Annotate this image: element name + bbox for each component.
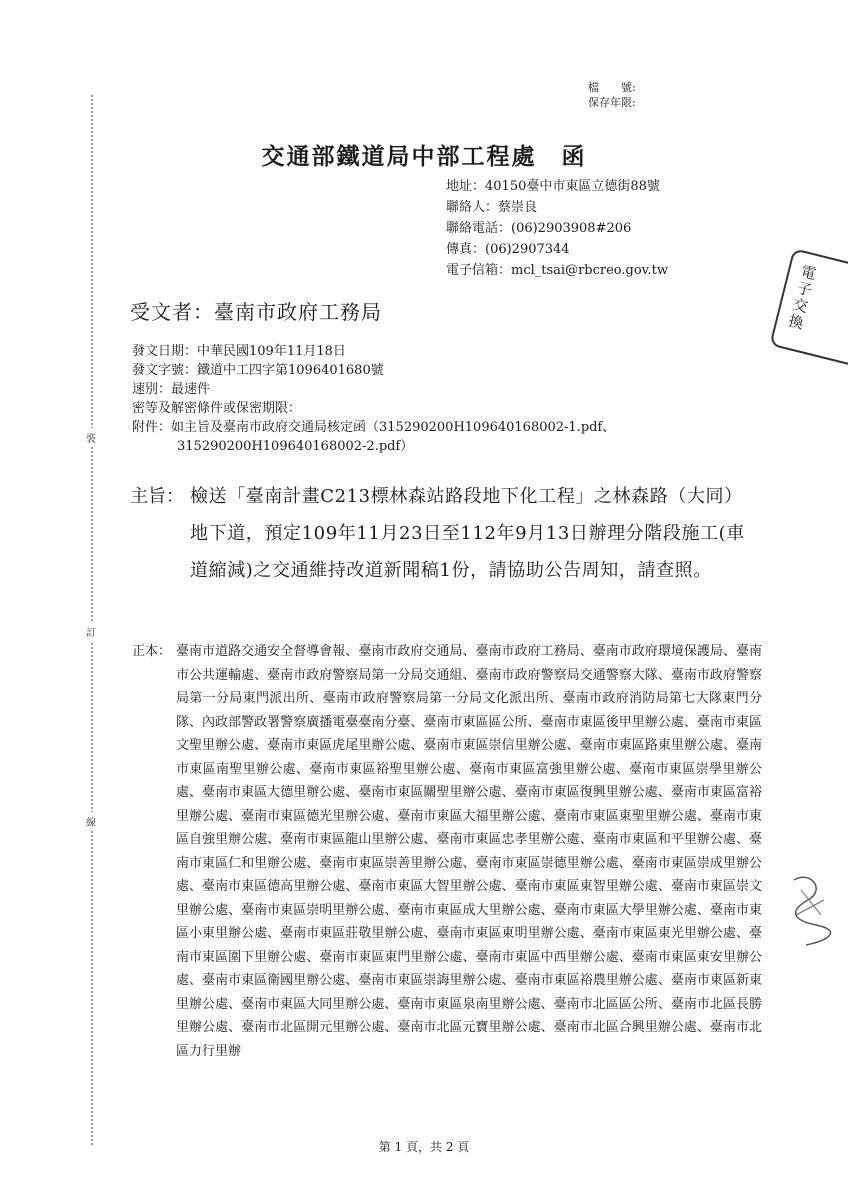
contact-address: 地址：40150臺中市東區立德街88號 [446,179,660,194]
recipient: 受文者：臺南市政府工務局 [130,300,382,324]
binding-mark-bottom: 線 [86,812,96,831]
attachment-line-1: 附件：如主旨及臺南市政府交通局核定函（315290200H109640168002-1.pdf、 [132,420,616,435]
issue-date: 發文日期：中華民國109年11月18日 [132,344,346,359]
subject-text: 檢送「臺南計畫C213標林森站路段地下化工程」之林森路（大同）地下道，預定109年11月23日至112年9月13日辦理分階段施工(車道縮減)之交通維持改道新聞稿1份，請協助公告周知，請查照。 [190,486,745,581]
document-meta [132,342,615,456]
binding-line [91,95,93,1145]
attachment-line-2: 315290200H109640168002-2.pdf） [177,439,414,454]
contact-fax: 傳真：(06)2907344 [446,242,570,257]
retention-period: 保存年限: [588,96,636,109]
archive-info [588,80,636,110]
binding-mark-top: 裝 [86,428,96,447]
contact-person: 聯絡人：蔡崇良 [446,200,538,215]
document-number: 發文字號：鐵道中工四字第1096401680號 [132,363,384,378]
file-number: 檔 號: [588,81,636,94]
recipients-list [132,640,762,1063]
speed-class: 速別：最速件 [132,382,211,397]
cc-label: 正本： [132,644,172,659]
secrecy-level: 密等及解密條件或保密期限： [132,401,302,416]
stamp-text: 電子交換 [784,262,819,333]
subject-label: 主旨： [130,486,184,507]
cc-text: 臺南市道路交通安全督導會報、臺南市政府交通局、臺南市政府工務局、臺南市政府環境保護局、臺南市公共運輸處、臺南市政府警察局第一分局交通組、臺南市政府警察局交通警察大隊、臺南市政府警察局第一分局東門派出所、臺南市政府警察局第一分局文化派出所、臺南市政府消防局第七大隊東門分隊、內政部警政署警察廣播電臺臺南分臺、臺南市東區區公所、臺南市東區後甲里辦公處、臺南市東區文聖里辦公處、臺南市東區虎尾里辦公處、臺南市東區崇信里辦公處、臺南市東區路東里辦公處、臺南市東區南聖里辦公處、臺南市東區裕聖里辦公處、臺南市東區富強里辦公處、臺南市東區崇學里辦公處、臺南市東區大德里辦公處、臺南市東區關聖里辦公處、臺南市東區復興里辦公處、臺南市東區富裕里辦公處、臺南市東區德光里辦公處、臺南市東區大福里辦公處、臺南市東區東聖里辦公處、臺南市東區自強里辦公處、臺南市東區龍山里辦公處、臺南市東區忠孝里辦公處、臺南市東區和平里辦公處、臺南市東區仁和里辦公處、臺南市東區崇善里辦公處、臺南市東區崇德里辦公處、臺南市東區崇成里辦公處、臺南市東區德高里辦公處、臺南市東區大智里辦公處、臺南市東區東智里辦公處、臺南市東區崇文里辦公處、臺南市東區崇明里辦公處、臺南市東區成大里辦公處、臺南市東區大學里辦公處、臺南市東區小東里辦公處、臺南市東區莊敬里辦公處、臺南市東區東明里辦公處、臺南市東區東光里辦公處、臺南市東區圍下里辦公處、臺南市東區東門里辦公處、臺南市東區中西里辦公處、臺南市東區東安里辦公處、臺南市東區衛國里辦公處、臺南市東區崇誨里辦公處、臺南市東區裕農里辦公處、臺南市東區新東里辦公處、臺南市東區大同里辦公處、臺南市東區泉南里辦公處、臺南市北區區公所、臺南市北區長勝里辦公處、臺南市北區開元里辦公處、臺南市北區元寶里辦公處、臺南市北區合興里辦公處、臺南市北區力行里辦 [176,644,762,1059]
subject-section [130,478,750,589]
contact-email: 電子信箱：mcl_tsai@rbcreo.gov.tw [446,263,668,278]
document-title: 交通部鐵道局中部工程處 函 [261,143,587,170]
contact-block [446,176,668,281]
contact-phone: 聯絡電話：(06)2903908#206 [446,221,632,236]
margin-scribble-icon [786,870,836,950]
electronic-exchange-stamp [769,248,848,368]
page-footer: 第 1 頁，共 2 頁 [378,1140,470,1154]
binding-mark-middle: 訂 [86,622,96,641]
